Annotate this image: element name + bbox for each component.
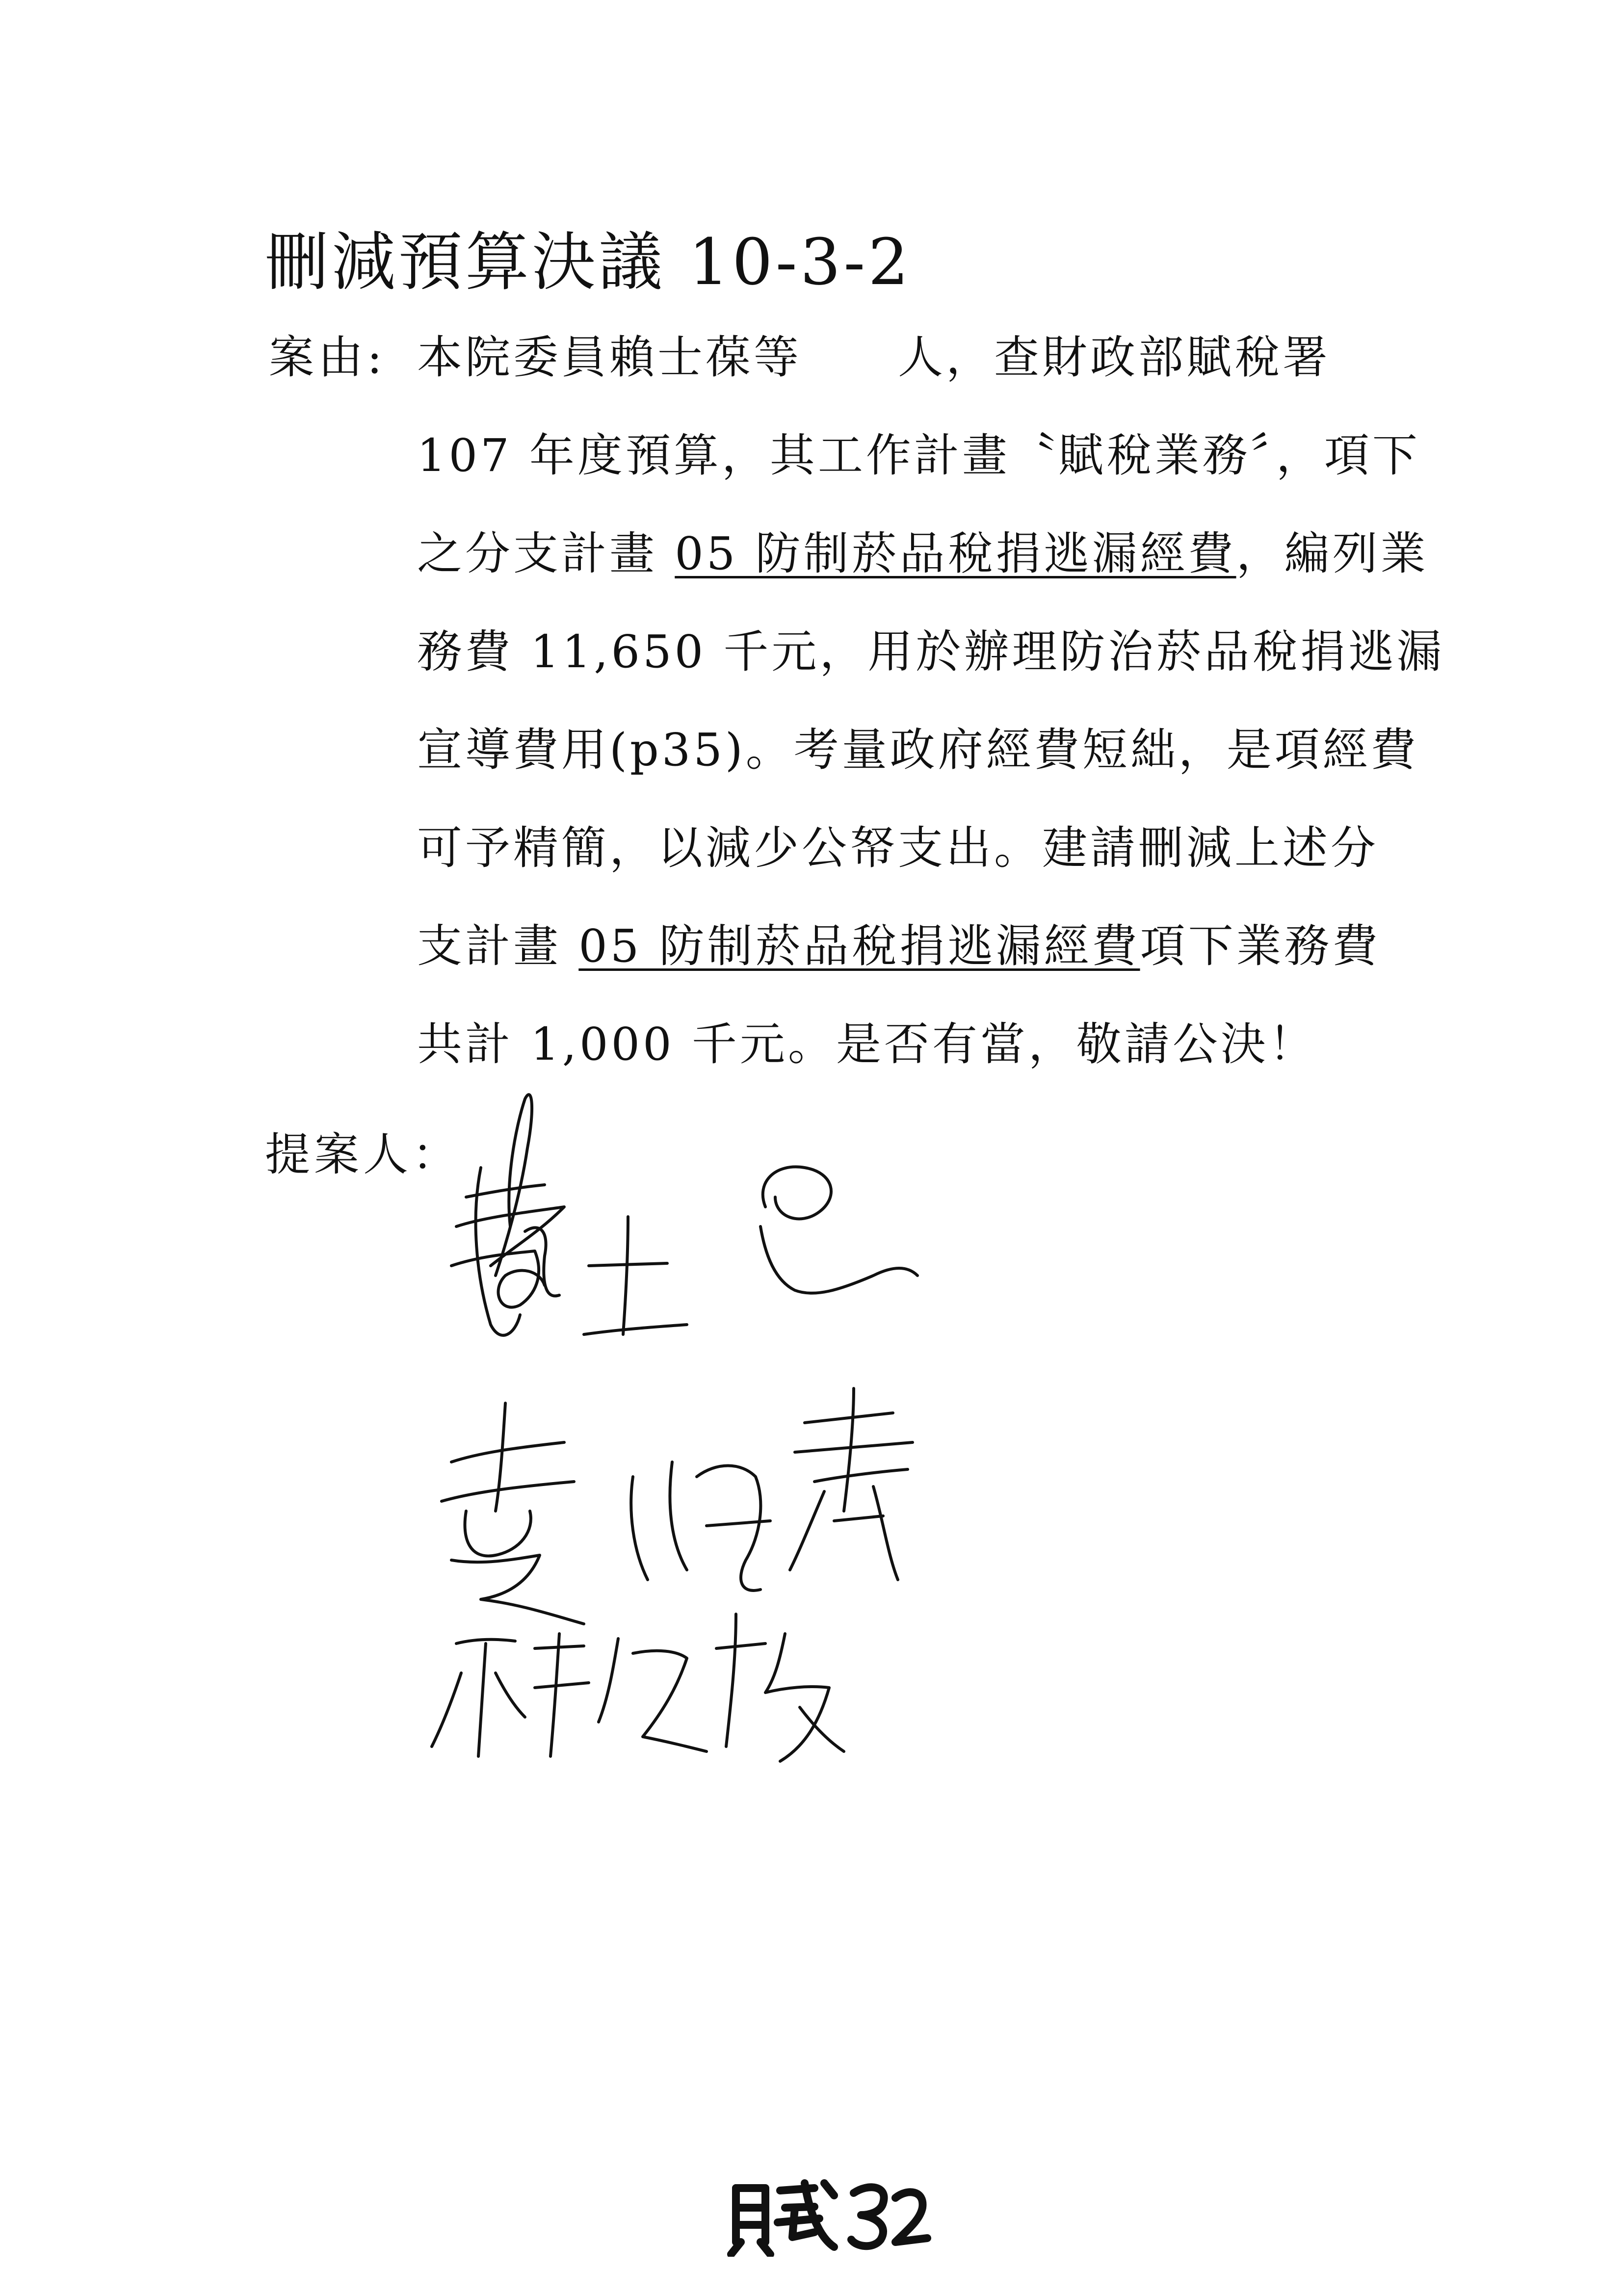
body-line-5 <box>417 714 1419 779</box>
proposer-label: 提案人： <box>265 1128 462 1181</box>
body-line-2 <box>417 419 1420 484</box>
body-line-1 <box>417 321 1331 386</box>
body-text: 支計畫 <box>417 920 579 972</box>
body-line-8 <box>417 1008 1317 1073</box>
signature-1 <box>451 1095 917 1335</box>
body-line-7 <box>417 910 1381 975</box>
body-text: 務費 11,650 千元，用於辦理防治菸品稅捐逃漏 <box>417 626 1445 678</box>
underlined-text: 05 防制菸品稅捐逃漏經費 <box>578 920 1140 972</box>
case-label: 案由: <box>269 331 386 384</box>
handwritten-signatures <box>422 1070 1030 1805</box>
body-text: 項下業務費 <box>1140 920 1381 972</box>
handwritten-page-mark <box>726 2173 932 2257</box>
body-line-6 <box>417 812 1379 877</box>
body-line-3 <box>417 518 1429 582</box>
underlined-text: 05 防制菸品稅捐逃漏經費 <box>675 527 1236 580</box>
document-title: 刪減預算決議 10-3-2 <box>265 225 912 299</box>
signature-3 <box>432 1614 844 1761</box>
body-text: 之分支計畫 <box>417 527 675 580</box>
body-line-4 <box>417 616 1444 680</box>
body-text: 本院委員賴士葆等 人，查財政部賦稅署 <box>417 331 1331 384</box>
signature-2 <box>442 1388 913 1624</box>
body-text: ，編列業 <box>1236 527 1429 580</box>
body-text: 宣導費用(p35)。考量政府經費短絀，是項經費 <box>417 724 1419 776</box>
body-text: 共計 1,000 千元。是否有當，敬請公決！ <box>417 1018 1317 1070</box>
body-text: 可予精簡，以減少公帑支出。建請刪減上述分 <box>417 822 1379 874</box>
body-text: 107 年度預算，其工作計畫〝賦稅業務〞，項下 <box>417 429 1420 482</box>
